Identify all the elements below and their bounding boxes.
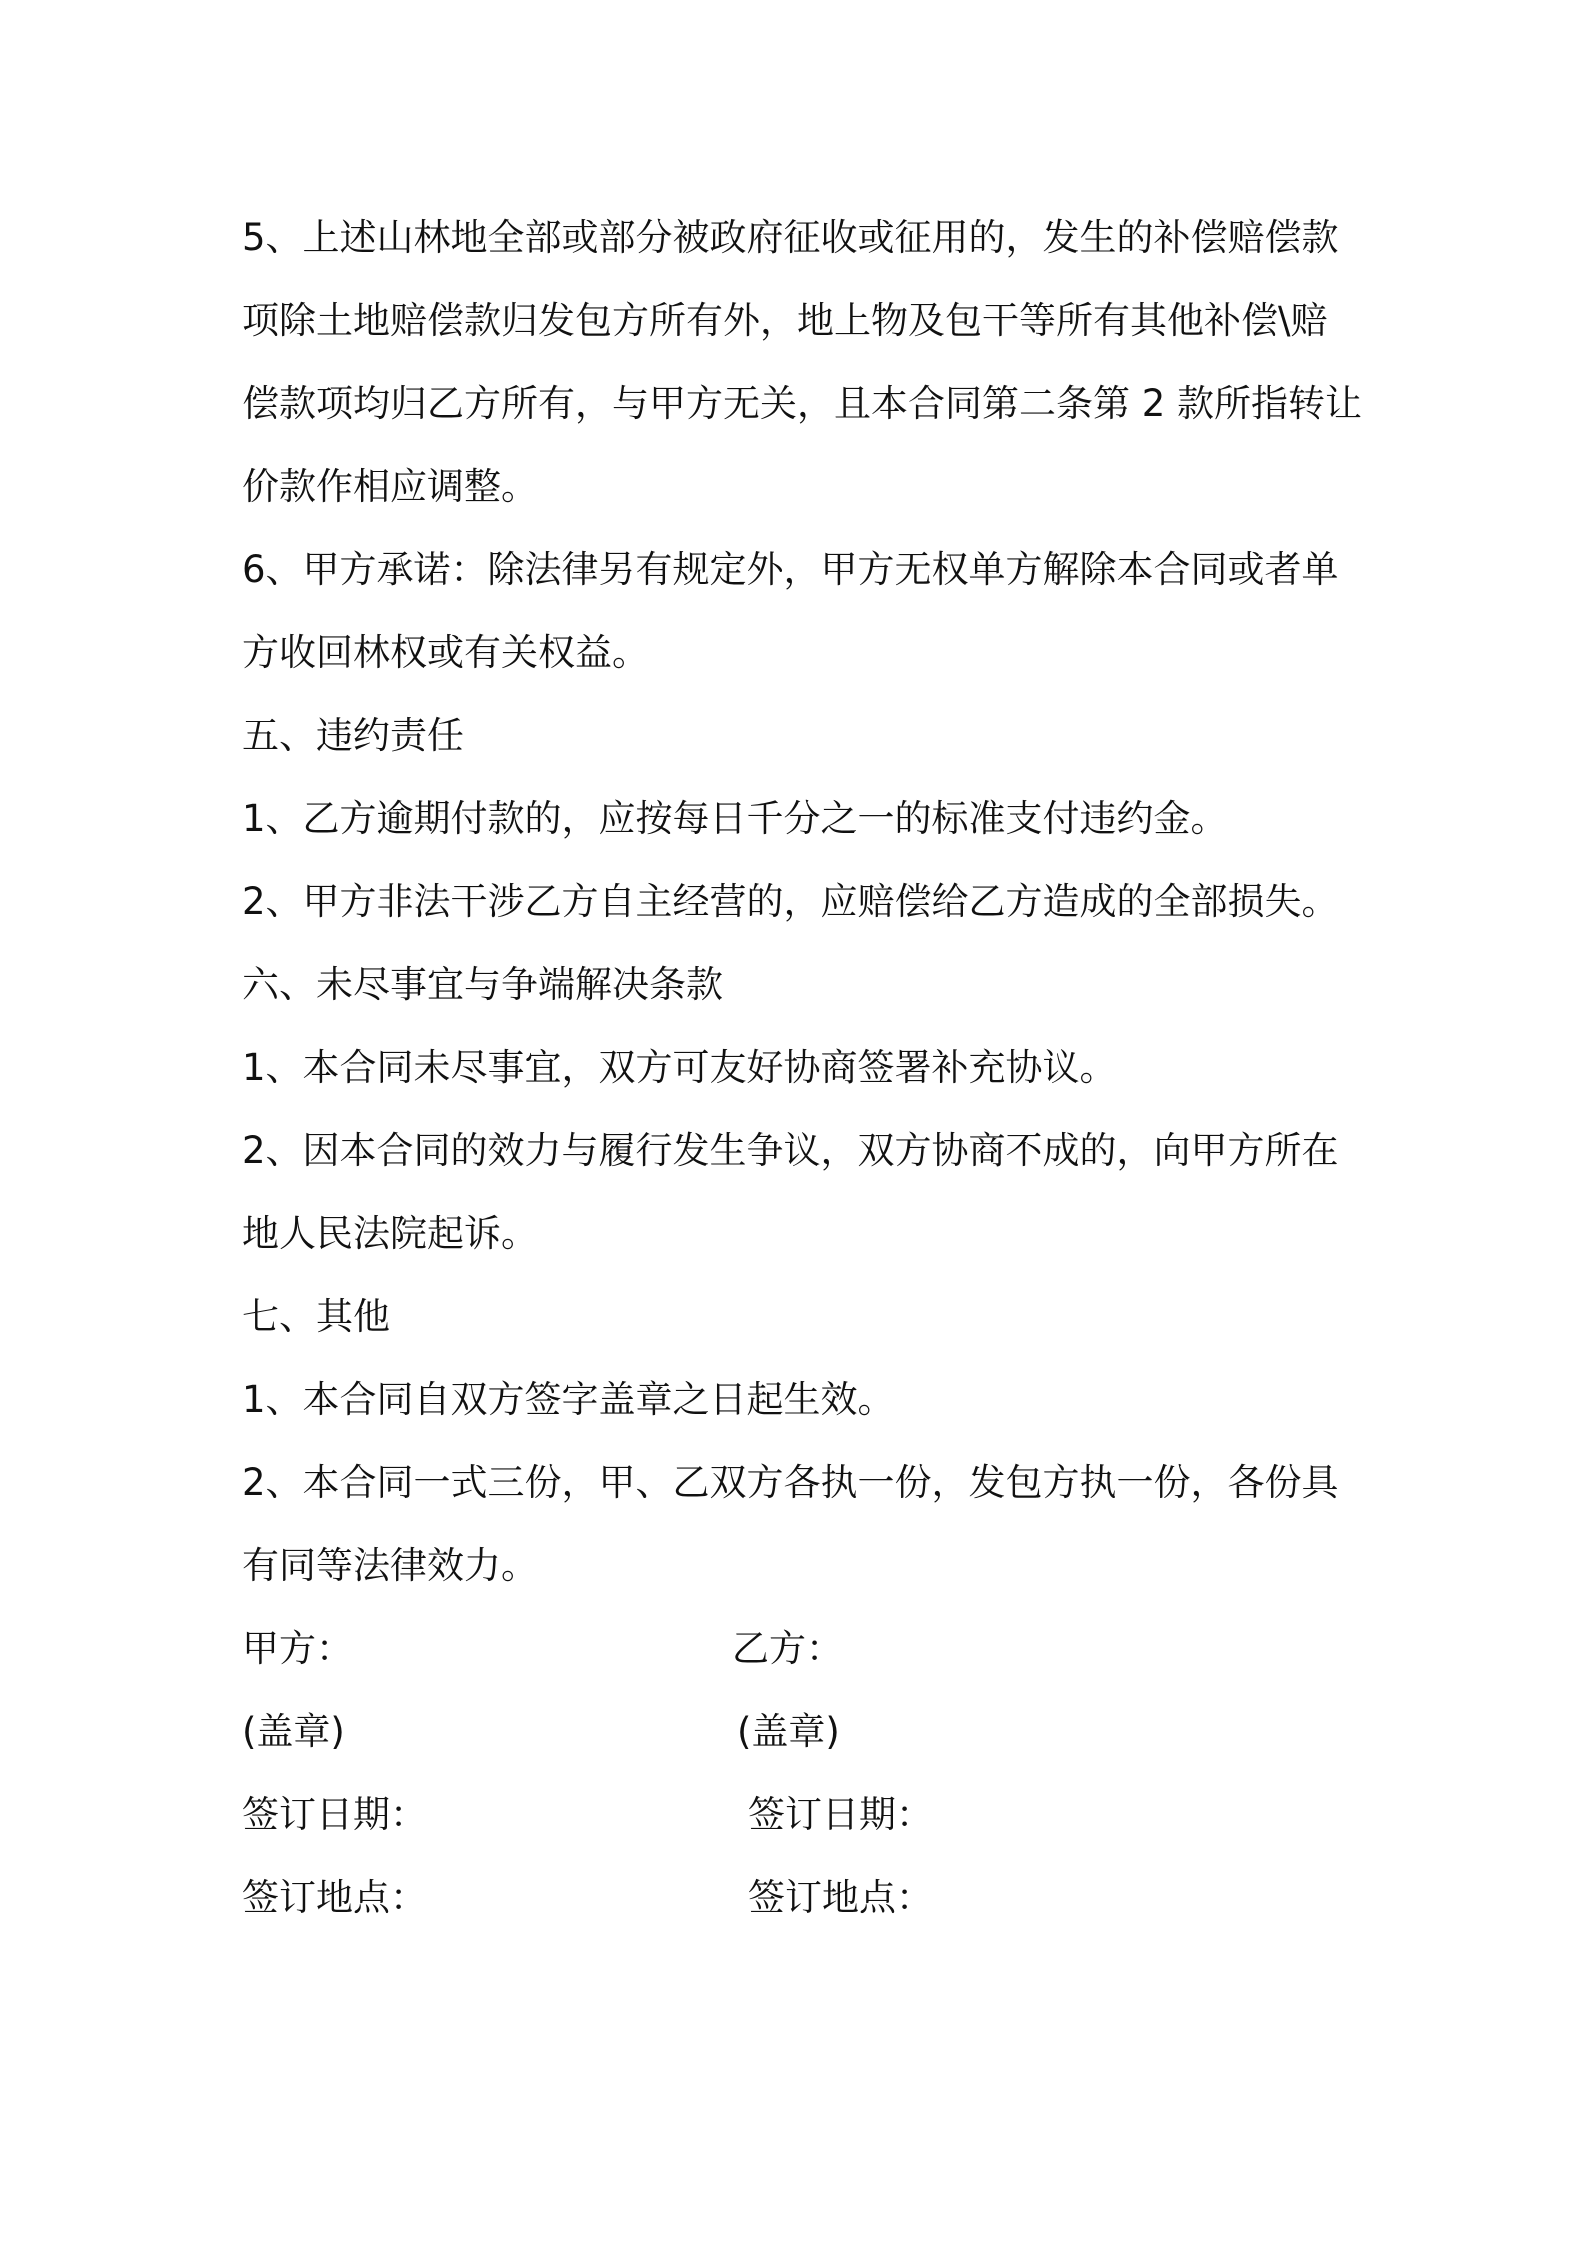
paragraph-line: 2、甲方非法干涉乙方自主经营的，应赔偿给乙方造成的全部损失。 [242, 880, 1339, 923]
party-a-date-label: 签订日期： [242, 1793, 427, 1836]
signature-seal-row [242, 1690, 1352, 1773]
paragraph-line: 方收回林权或有关权益。 [242, 631, 649, 674]
paragraph-line: 有同等法律效力。 [242, 1544, 538, 1587]
party-b-date-label: 签订日期： [748, 1793, 933, 1836]
section-heading-breach: 五、违约责任 [242, 714, 464, 757]
party-a-place-label: 签订地点： [242, 1876, 427, 1919]
paragraph-line: 偿款项均归乙方所有，与甲方无关，且本合同第二条第 2 款所指转让 [242, 382, 1363, 425]
paragraph-line: 5、上述山林地全部或部分被政府征收或征用的，发生的补偿赔偿款 [242, 216, 1339, 259]
paragraph-line: 2、因本合同的效力与履行发生争议，双方协商不成的，向甲方所在 [242, 1129, 1339, 1172]
party-b-place-label: 签订地点： [748, 1876, 933, 1919]
party-b-label: 乙方： [732, 1627, 843, 1670]
party-a-seal-label: (盖章) [242, 1710, 345, 1753]
party-a-label: 甲方： [242, 1627, 353, 1670]
contract-body [242, 196, 1363, 1939]
party-b-seal-label: (盖章) [737, 1710, 840, 1753]
paragraph-line: 1、本合同未尽事宜，双方可友好协商签署补充协议。 [242, 1046, 1117, 1089]
paragraph-line: 项除土地赔偿款归发包方所有外，地上物及包干等所有其他补偿\赔 [242, 299, 1328, 342]
section-heading-disputes: 六、未尽事宜与争端解决条款 [242, 963, 723, 1006]
section-heading-other: 七、其他 [242, 1295, 390, 1338]
paragraph-line: 价款作相应调整。 [242, 465, 538, 508]
paragraph-line: 6、甲方承诺：除法律另有规定外，甲方无权单方解除本合同或者单 [242, 548, 1339, 591]
paragraph-line: 2、本合同一式三份，甲、乙双方各执一份，发包方执一份，各份具 [242, 1461, 1339, 1504]
paragraph-line: 地人民法院起诉。 [242, 1212, 538, 1255]
paragraph-line: 1、乙方逾期付款的，应按每日千分之一的标准支付违约金。 [242, 797, 1228, 840]
signature-place-row [242, 1856, 1352, 1939]
signature-party-row [242, 1607, 1352, 1690]
paragraph-line: 1、本合同自双方签字盖章之日起生效。 [242, 1378, 895, 1421]
signature-date-row [242, 1773, 1352, 1856]
